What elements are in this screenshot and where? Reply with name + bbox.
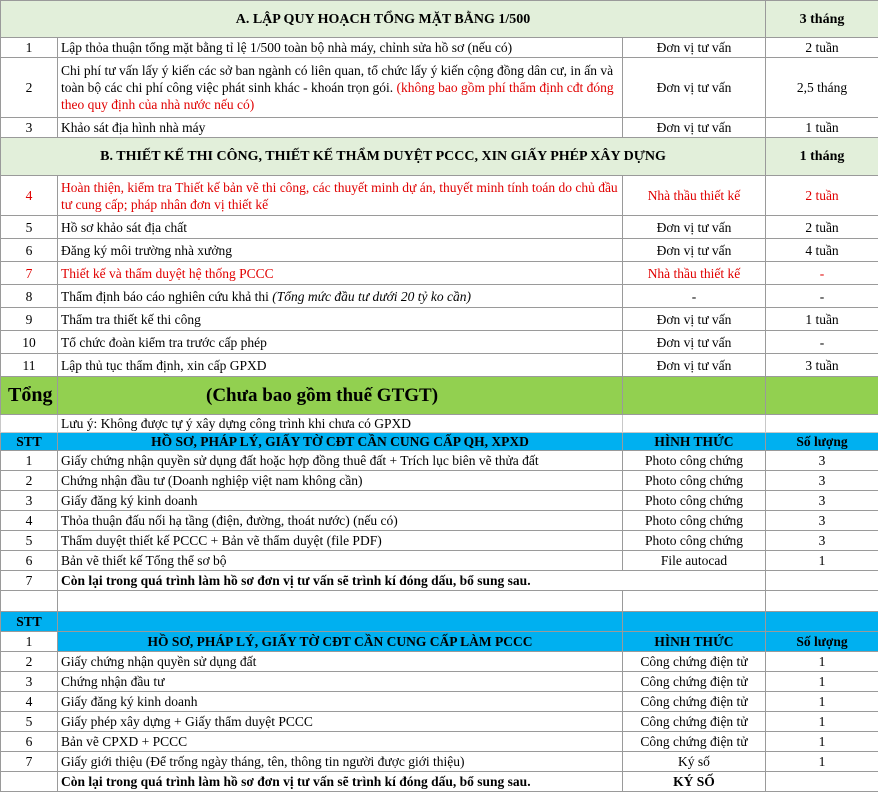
table-cell: 3 — [766, 471, 878, 491]
table-cell: 2 tuần — [766, 176, 878, 216]
table-cell: Đơn vị tư vấn — [623, 239, 766, 262]
table-cell: Còn lại trong quá trình làm hồ sơ đơn vị tư vấn sẽ trình kí đóng dấu, bổ sung sau. — [58, 772, 623, 792]
table-row — [1, 262, 878, 285]
table-cell: Thiết kế và thẩm duyệt hệ thống PCCC — [58, 262, 623, 285]
table-cell: Còn lại trong quá trình làm hồ sơ đơn vị tư vấn sẽ trình kí đóng dấu, bổ sung sau. — [58, 571, 766, 591]
table-row — [1, 58, 878, 118]
table-cell: Lập thủ tục thẩm định, xin cấp GPXD — [58, 354, 623, 377]
task-cell: Thẩm định báo cáo nghiên cứu khả thi (Tổng mức đầu tư dưới 20 tỷ ko cần) — [58, 285, 623, 308]
spacer-row — [1, 591, 878, 612]
docs-pccc-header — [1, 632, 878, 652]
table-cell: - — [766, 285, 878, 308]
table-cell: Nhà thầu thiết kế — [623, 262, 766, 285]
empty-cell — [58, 612, 623, 632]
empty-cell — [623, 612, 766, 632]
table-cell: HÌNH THỨC — [623, 433, 766, 451]
table-cell: 7 — [1, 752, 58, 772]
table-cell: Nhà thầu thiết kế — [623, 176, 766, 216]
table-cell: 1 — [766, 672, 878, 692]
table-row — [1, 176, 878, 216]
table-cell: - — [623, 285, 766, 308]
table-cell: Đăng ký môi trường nhà xưởng — [58, 239, 623, 262]
table-cell: Giấy giới thiệu (Để trống ngày tháng, tên, thông tin người được giới thiệu) — [58, 752, 623, 772]
table-cell: 8 — [1, 285, 58, 308]
empty-cell — [1, 415, 58, 433]
section-a-header — [1, 1, 878, 38]
table-cell: 3 — [1, 491, 58, 511]
table-cell: Số lượng — [766, 632, 878, 652]
table-cell: Công chứng điện tử — [623, 732, 766, 752]
table-cell: Đơn vị tư vấn — [623, 118, 766, 138]
table-cell: 4 — [1, 511, 58, 531]
table-row — [1, 692, 878, 712]
table-cell: 4 — [1, 692, 58, 712]
table-row — [1, 732, 878, 752]
table-cell: Hồ sơ khảo sát địa chất — [58, 216, 623, 239]
table-row — [1, 551, 878, 571]
table-cell: HỒ SƠ, PHÁP LÝ, GIẤY TỜ CĐT CẦN CUNG CẤP LÀM PCCC — [58, 632, 623, 652]
table-cell: Bản vẽ thiết kế Tổng thể sơ bộ — [58, 551, 623, 571]
table-cell: 3 — [766, 531, 878, 551]
table-row-final — [1, 571, 878, 591]
table-cell: 3 — [766, 511, 878, 531]
table-cell: 4 tuần — [766, 239, 878, 262]
table-cell: STT — [1, 612, 58, 632]
section-b-header — [1, 138, 878, 176]
empty-cell — [1, 591, 58, 612]
empty-cell — [58, 591, 623, 612]
table-cell: Giấy phép xây dựng + Giấy thẩm duyệt PCCC — [58, 712, 623, 732]
total-row — [1, 377, 878, 415]
section-b-duration: 1 tháng — [766, 138, 878, 176]
task-note: (Tổng mức đầu tư dưới 20 tỷ ko cần) — [272, 288, 472, 304]
note-text: Lưu ý: Không được tự ý xây dựng công trình khi chưa có GPXD — [58, 415, 623, 433]
table-cell: 5 — [1, 712, 58, 732]
table-cell: 9 — [1, 308, 58, 331]
table-row — [1, 308, 878, 331]
table-cell: Giấy đăng ký kinh doanh — [58, 491, 623, 511]
table-cell: File autocad — [623, 551, 766, 571]
table-cell: 1 — [766, 692, 878, 712]
empty-cell — [766, 415, 878, 433]
table-cell: Hoàn thiện, kiểm tra Thiết kế bản vẽ thi công, các thuyết minh dự án, thuyết minh tính toán do chủ đầu tư cung cấp; pháp nhân đơn vị thiết kế — [58, 176, 623, 216]
table-cell: 3 — [766, 491, 878, 511]
table-cell: Đơn vị tư vấn — [623, 331, 766, 354]
table-cell: Công chứng điện tử — [623, 692, 766, 712]
table-cell: Lập thỏa thuận tổng mặt bằng tỉ lệ 1/500 toàn bộ nhà máy, chỉnh sửa hồ sơ (nếu có) — [58, 38, 623, 58]
table-cell: 2 — [1, 58, 58, 118]
table-cell: - — [766, 262, 878, 285]
table-cell: 2,5 tháng — [766, 58, 878, 118]
empty-cell — [623, 377, 766, 415]
table-cell: Công chứng điện tử — [623, 712, 766, 732]
table-cell: 1 — [1, 38, 58, 58]
table-cell: Công chứng điện tử — [623, 672, 766, 692]
table-cell: Photo công chứng — [623, 511, 766, 531]
table-cell: Thẩm duyệt thiết kế PCCC + Bản vẽ thẩm duyệt (file PDF) — [58, 531, 623, 551]
table-cell: 3 — [766, 451, 878, 471]
table-row — [1, 491, 878, 511]
table-row — [1, 672, 878, 692]
table-cell: 6 — [1, 732, 58, 752]
table-cell: Đơn vị tư vấn — [623, 216, 766, 239]
table-cell: Giấy đăng ký kinh doanh — [58, 692, 623, 712]
table-cell: 5 — [1, 216, 58, 239]
table-row — [1, 531, 878, 551]
table-row — [1, 354, 878, 377]
table-row — [1, 451, 878, 471]
table-cell: 1 — [766, 712, 878, 732]
table-cell: Thẩm tra thiết kế thi công — [58, 308, 623, 331]
table-cell: Photo công chứng — [623, 471, 766, 491]
table-cell: 4 — [1, 176, 58, 216]
empty-cell — [766, 612, 878, 632]
table-cell: 2 — [1, 471, 58, 491]
table-cell: Chứng nhận đầu tư — [58, 672, 623, 692]
table-cell: Ký số — [623, 752, 766, 772]
empty-cell — [766, 591, 878, 612]
total-label: Tổng — [1, 377, 58, 415]
table-cell: Chứng nhận đầu tư (Doanh nghiệp việt nam không cần) — [58, 471, 623, 491]
note-row — [1, 415, 878, 433]
table-cell: 1 — [766, 551, 878, 571]
table-cell: Photo công chứng — [623, 491, 766, 511]
table-cell: 3 tuần — [766, 354, 878, 377]
table-cell: 1 — [766, 752, 878, 772]
section-a-title: A. LẬP QUY HOẠCH TỔNG MẶT BẰNG 1/500 — [1, 1, 766, 38]
task-cell: Chi phí tư vấn lấy ý kiến các sở ban ngành có liên quan, tổ chức lấy ý kiến cộng đồng dân cư, in ấn và toàn bộ các chi phí công việc phát sinh khác - khoán trọn gói. (không bao gồm phí thẩm định cđt đóng theo quy định của nhà nước nếu có) — [58, 58, 623, 118]
table-cell: 10 — [1, 331, 58, 354]
empty-cell — [766, 772, 878, 792]
section-b-title: B. THIẾT KẾ THI CÔNG, THIẾT KẾ THẨM DUYỆT PCCC, XIN GIẤY PHÉP XÂY DỰNG — [1, 138, 766, 176]
table-cell: 2 tuần — [766, 216, 878, 239]
table-row-final — [1, 772, 878, 792]
table-cell: Thỏa thuận đấu nối hạ tầng (điện, đường, thoát nước) (nếu có) — [58, 511, 623, 531]
table-row — [1, 471, 878, 491]
table-cell: Khảo sát địa hình nhà máy — [58, 118, 623, 138]
empty-cell — [766, 571, 878, 591]
sign-method: KÝ SỐ — [623, 772, 766, 792]
table-cell: 5 — [1, 531, 58, 551]
table-row — [1, 331, 878, 354]
empty-cell — [766, 377, 878, 415]
table-cell: Đơn vị tư vấn — [623, 38, 766, 58]
table-cell: Công chứng điện tử — [623, 652, 766, 672]
table-cell: 1 tuần — [766, 308, 878, 331]
table-cell: 7 — [1, 262, 58, 285]
table-cell: Tổ chức đoàn kiểm tra trước cấp phép — [58, 331, 623, 354]
table-cell: STT — [1, 433, 58, 451]
table-cell: 2 — [1, 652, 58, 672]
table-cell: Photo công chứng — [623, 451, 766, 471]
table-cell: 1 tuần — [766, 118, 878, 138]
docs-pccc-stt-row — [1, 612, 878, 632]
table-cell: Số lượng — [766, 433, 878, 451]
table-cell: Giấy chứng nhận quyền sử dụng đất — [58, 652, 623, 672]
table-cell: 11 — [1, 354, 58, 377]
table-row — [1, 511, 878, 531]
table-row — [1, 38, 878, 58]
table-cell: 3 — [1, 672, 58, 692]
table-cell: Bản vẽ CPXD + PCCC — [58, 732, 623, 752]
table-row — [1, 652, 878, 672]
total-note: (Chưa bao gồm thuế GTGT) — [58, 377, 623, 415]
table-row — [1, 712, 878, 732]
table-cell: Photo công chứng — [623, 531, 766, 551]
table-cell: 6 — [1, 551, 58, 571]
table-row — [1, 285, 878, 308]
table-cell: Giấy chứng nhận quyền sử dụng đất hoặc hợp đồng thuê đất + Trích lục biên vẽ thửa đất — [58, 451, 623, 471]
empty-cell — [623, 415, 766, 433]
table-cell: 3 — [1, 118, 58, 138]
table-cell: 1 — [766, 732, 878, 752]
empty-cell — [1, 772, 58, 792]
table-cell: 7 — [1, 571, 58, 591]
task-note: (không bao gồm phí thẩm định cđt đóng theo quy định của nhà nước nếu có) — [61, 80, 614, 112]
table-cell: Đơn vị tư vấn — [623, 308, 766, 331]
table-row — [1, 118, 878, 138]
table-row — [1, 752, 878, 772]
table-row — [1, 216, 878, 239]
table-cell: 1 — [1, 451, 58, 471]
table-cell: 6 — [1, 239, 58, 262]
table-row — [1, 239, 878, 262]
section-a-duration: 3 tháng — [766, 1, 878, 38]
docs-qh-header — [1, 433, 878, 451]
table-cell: HỒ SƠ, PHÁP LÝ, GIẤY TỜ CĐT CẦN CUNG CẤP QH, XPXD — [58, 433, 623, 451]
table-cell: 1 — [766, 652, 878, 672]
table-cell: 2 tuần — [766, 38, 878, 58]
table-cell: Đơn vị tư vấn — [623, 354, 766, 377]
table-cell: HÌNH THỨC — [623, 632, 766, 652]
table-cell: - — [766, 331, 878, 354]
table-cell: 1 — [1, 632, 58, 652]
table-cell: Đơn vị tư vấn — [623, 58, 766, 118]
empty-cell — [623, 591, 766, 612]
